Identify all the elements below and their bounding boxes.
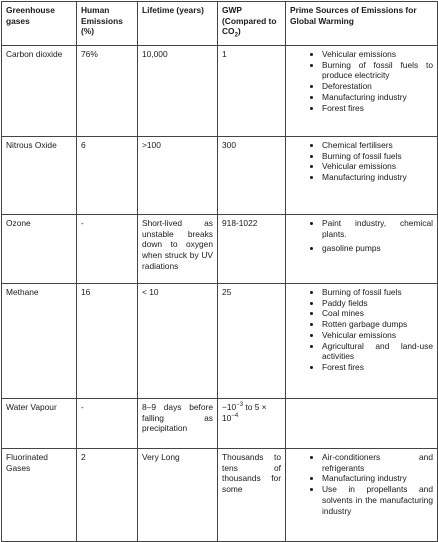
gas-name: Carbon dioxide <box>2 46 77 137</box>
gwp: 300 <box>218 137 286 215</box>
human-emissions: - <box>77 399 138 449</box>
lifetime: Short-lived as unstable breaks down to oxygen when struck by UV radiations <box>138 215 218 284</box>
emission-sources <box>286 449 438 542</box>
source-item: • Vehicular emissions <box>322 161 433 172</box>
lifetime: 8–9 days before falling as precipitation <box>138 399 218 449</box>
source-item: • Coal mines <box>322 308 433 319</box>
lifetime: < 10 <box>138 284 218 399</box>
source-item: • Air-conditioners and refrigerants <box>322 452 433 473</box>
source-item: • Burning of fossil fuels <box>322 287 433 298</box>
human-emissions: 16 <box>77 284 138 399</box>
emission-sources <box>286 137 438 215</box>
lifetime: 10,000 <box>138 46 218 137</box>
header-gwp: GWP (Compared to $CO_2$) <box>218 2 286 46</box>
table-row <box>2 399 438 449</box>
source-item: • Manufacturing industry <box>322 473 433 484</box>
header-sources: Prime Sources of Emissions for Global Warming <box>286 2 438 46</box>
gwp: 25 <box>218 284 286 399</box>
source-item: • Burning of fossil fuels to produce electricity <box>322 60 433 81</box>
emission-sources <box>286 284 438 399</box>
source-item: • Vehicular emissions <box>322 330 433 341</box>
source-item: • Paint industry, chemical plants. <box>322 218 433 239</box>
source-item: • Chemical fertilisers <box>322 140 433 151</box>
gwp: $-10^{-3}$ to $5 \times 10^{-4}$ <box>218 399 286 449</box>
source-item: • Forest fires <box>322 103 433 114</box>
gas-name: Water Vapour <box>2 399 77 449</box>
source-item: • Forest fires <box>322 362 433 373</box>
gas-name: Ozone <box>2 215 77 284</box>
gas-name: Nitrous Oxide <box>2 137 77 215</box>
emission-sources <box>286 399 438 449</box>
table-row <box>2 46 438 137</box>
header-gas: Greenhouse gases <box>2 2 77 46</box>
lifetime: >100 <box>138 137 218 215</box>
source-item: • Deforestation <box>322 81 433 92</box>
human-emissions: 6 <box>77 137 138 215</box>
human-emissions: 76% <box>77 46 138 137</box>
greenhouse-gases-table <box>1 1 438 542</box>
table-row <box>2 449 438 542</box>
gas-name: Methane <box>2 284 77 399</box>
header-emissions: Human Emissions (%) <box>77 2 138 46</box>
human-emissions: - <box>77 215 138 284</box>
gwp: Thousands to tens of thousands for some <box>218 449 286 542</box>
gas-name: Fluorinated Gases <box>2 449 77 542</box>
emission-sources <box>286 215 438 284</box>
header-lifetime: Lifetime (years) <box>138 2 218 46</box>
source-item: • Manufacturing industry <box>322 172 433 183</box>
table-row <box>2 284 438 399</box>
source-item: • Burning of fossil fuels <box>322 151 433 162</box>
table-row <box>2 137 438 215</box>
source-item: • Manufacturing industry <box>322 92 433 103</box>
table-row <box>2 215 438 284</box>
source-item: • Paddy fields <box>322 298 433 309</box>
emission-sources <box>286 46 438 137</box>
lifetime: Very Long <box>138 449 218 542</box>
source-item: • gasoline pumps <box>322 243 433 254</box>
gwp: 918-1022 <box>218 215 286 284</box>
header-row <box>2 2 438 46</box>
source-item: • Use in propellants and solvents in the manufacturing industry <box>322 484 433 516</box>
human-emissions: 2 <box>77 449 138 542</box>
gwp: 1 <box>218 46 286 137</box>
source-item: • Agricultural and land-use activities <box>322 341 433 362</box>
source-item: • Vehicular emissions <box>322 49 433 60</box>
source-item: • Rotten garbage dumps <box>322 319 433 330</box>
